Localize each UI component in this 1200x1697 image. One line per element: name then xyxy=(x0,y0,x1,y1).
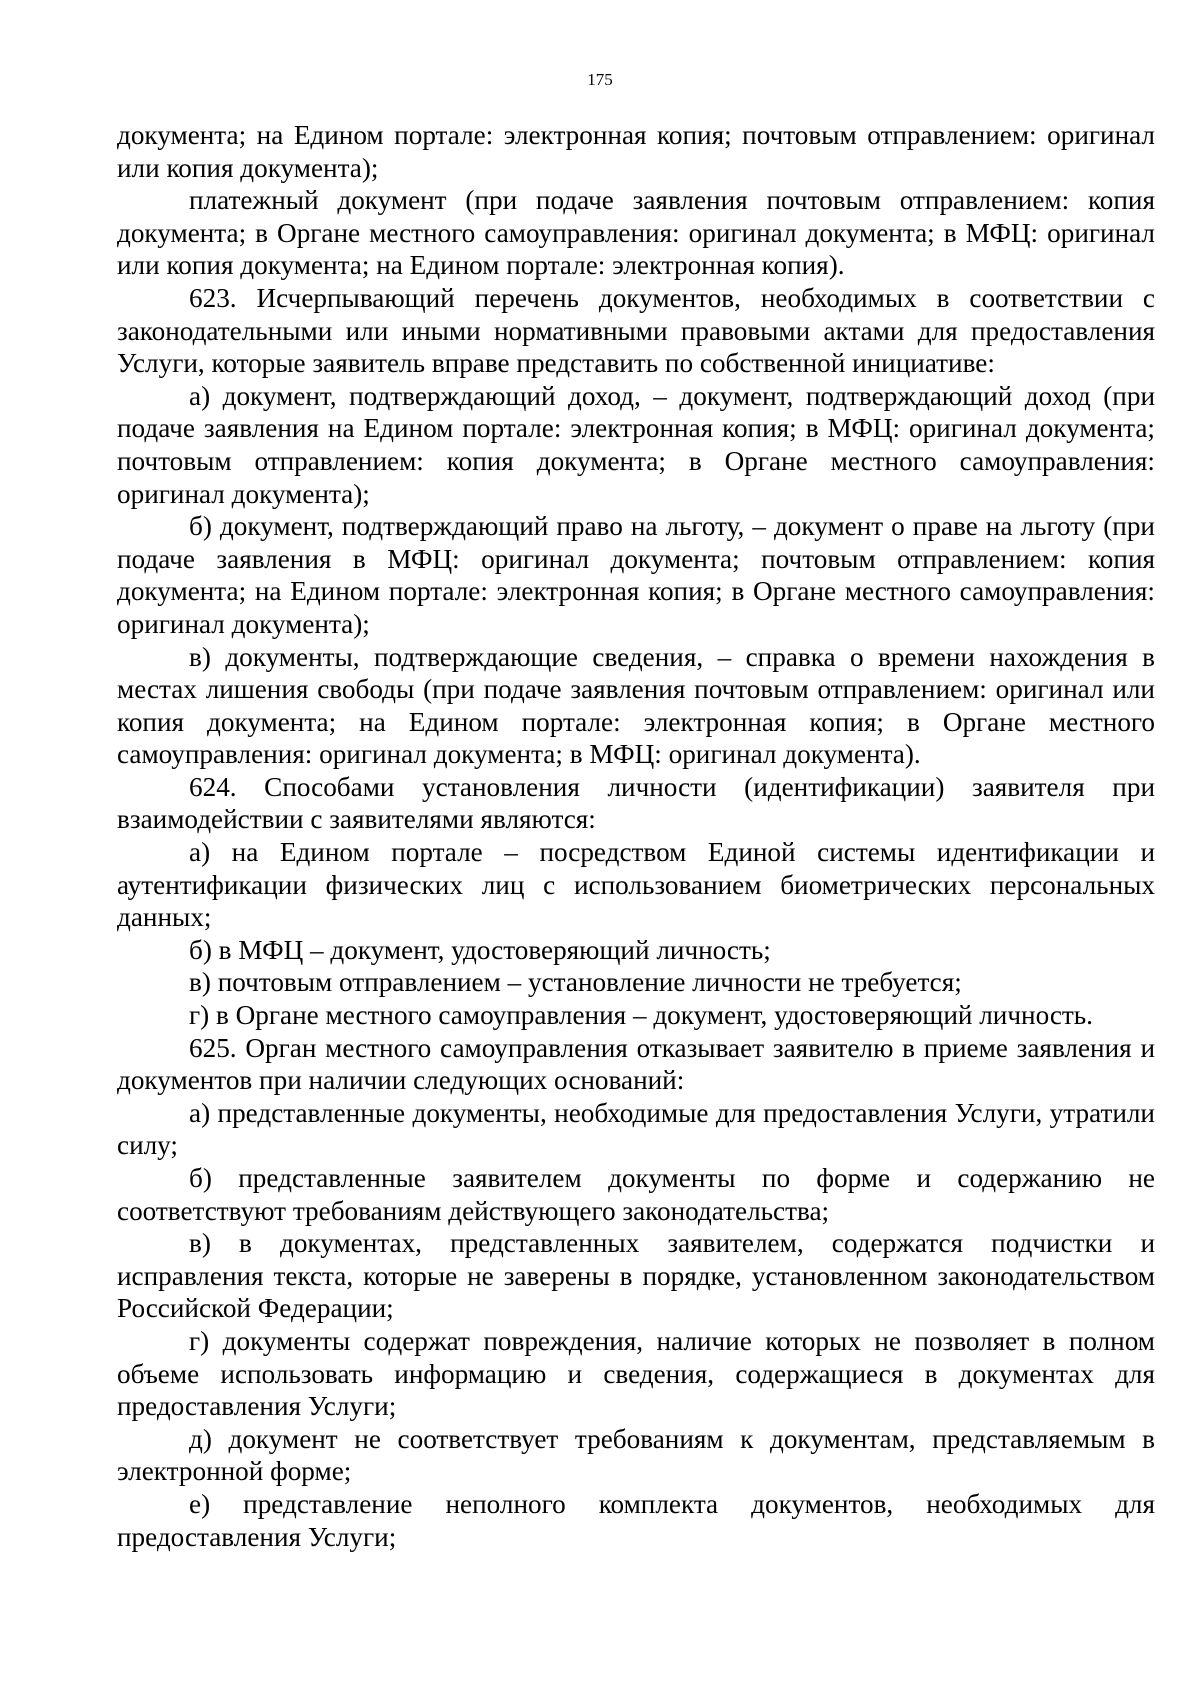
paragraph: 624. Способами установления личности (идентификации) заявителя при взаимодействии с заявителями являются: xyxy=(117,771,1155,835)
paragraph: платежный документ (при подаче заявления почтовым отправлением: копия документа; в Органе местного самоуправления: оригинал документа; в МФЦ: оригинал или копия документа; на Едином портале: электронная копия). xyxy=(117,185,1155,281)
paragraph: д) документ не соответствует требованиям к документам, представляемым в электронной форме; xyxy=(117,1423,1155,1487)
page-number: 175 xyxy=(587,70,613,89)
paragraph: б) в МФЦ – документ, удостоверяющий личность; xyxy=(189,934,771,965)
document-body xyxy=(117,119,1155,1553)
paragraph: б) документ, подтверждающий право на льготу, – документ о праве на льготу (при подаче заявления в МФЦ: оригинал документа; почтовым отправлением: копия документа; на Едином портале: электронная копия; в Органе местного самоуправления: оригинал документа); xyxy=(117,511,1155,639)
paragraph: в) почтовым отправлением – установление личности не требуется; xyxy=(189,967,962,998)
paragraph: 623. Исчерпывающий перечень документов, необходимых в соответствии с законодательными или иными нормативными правовыми актами для предоставления Услуги, которые заявитель вправе представить по собственной инициативе: xyxy=(117,282,1155,379)
paragraph: документа; на Едином портале: электронная копия; почтовым отправлением: оригинал или копия документа); xyxy=(117,120,1155,183)
paragraph: г) в Органе местного самоуправления – документ, удостоверяющий личность. xyxy=(189,1000,1093,1031)
paragraph: в) документы, подтверждающие сведения, – справка о времени нахождения в местах лишения свободы (при подаче заявления почтовым отправлением: оригинал или копия документа; на Едином портале: электронная копия; в Органе местного самоуправления: оригинал документа; в МФЦ: оригинал документа). xyxy=(117,641,1155,770)
paragraph: г) документы содержат повреждения, наличие которых не позволяет в полном объеме использовать информацию и сведения, содержащиеся в документах для предоставления Услуги; xyxy=(117,1325,1155,1422)
paragraph: а) представленные документы, необходимые для предоставления Услуги, утратили силу; xyxy=(117,1097,1155,1161)
paragraph: е) представление неполного комплекта документов, необходимых для предоставления Услуги; xyxy=(117,1488,1155,1552)
paragraph: 625. Орган местного самоуправления отказывает заявителю в приеме заявления и документов при наличии следующих оснований: xyxy=(117,1032,1155,1096)
paragraph: б) представленные заявителем документы по форме и содержанию не соответствуют требованиям действующего законодательства; xyxy=(117,1163,1155,1226)
paragraph: а) документ, подтверждающий доход, – документ, подтверждающий доход (при подаче заявления на Едином портале: электронная копия; в МФЦ: оригинал документа; почтовым отправлением: копия документа; в Органе местного самоуправления: оригинал документа); xyxy=(117,380,1155,509)
paragraph: а) на Едином портале – посредством Единой системы идентификации и аутентификации физических лиц с использованием биометрических персональных данных; xyxy=(117,837,1155,933)
paragraph: в) в документах, представленных заявителем, содержатся подчистки и исправления текста, которые не заверены в порядке, установленном законодательством Российской Федерации; xyxy=(117,1228,1155,1324)
